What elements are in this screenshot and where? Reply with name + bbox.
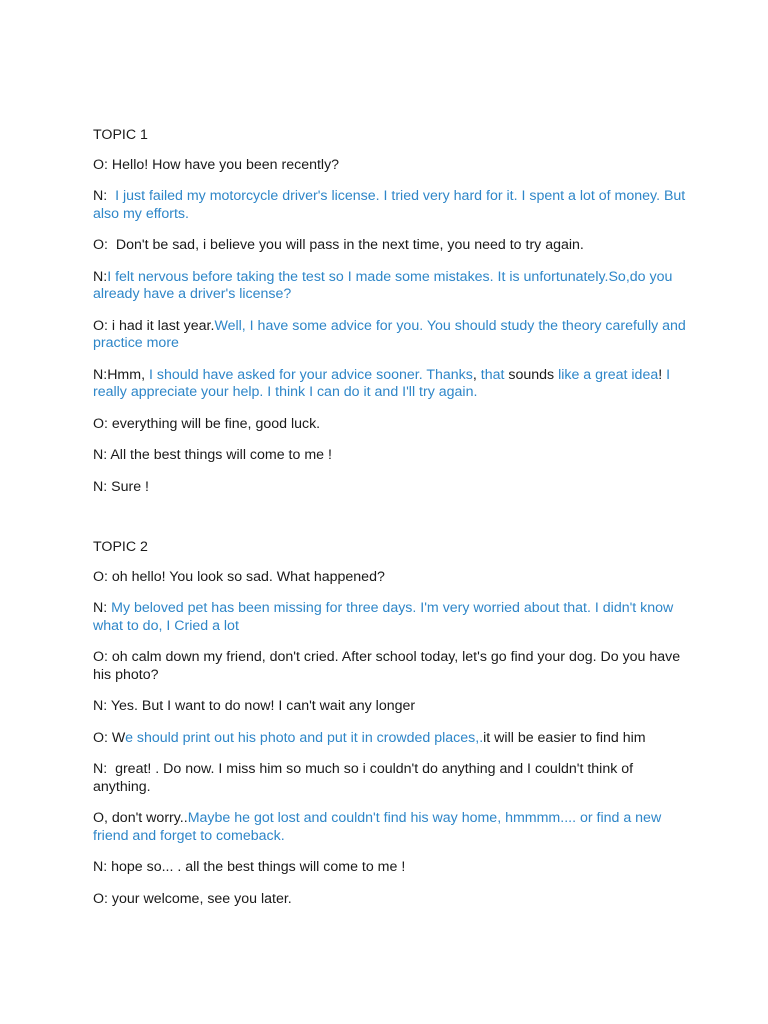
dialogue-line <box>93 157 693 175</box>
highlighted-text: I should have asked for your advice sooner. Thanks <box>148 366 473 383</box>
dialogue-text: N: Sure ! <box>93 478 149 495</box>
highlighted-text: I felt nervous before taking the test so I made some mistakes. It is unfortunately.So,do you already have a driver's license? <box>93 268 677 302</box>
dialogue-text: O: oh hello! You look so sad. What happened? <box>93 568 385 585</box>
dialogue-line <box>93 269 693 304</box>
dialogue-text: N: Yes. But I want to do now! I can't wait any longer <box>93 698 416 714</box>
topic-1-dialogue <box>93 157 693 497</box>
dialogue-text: ! <box>658 366 667 383</box>
topic-1-section <box>93 127 693 510</box>
dialogue-line <box>93 447 693 465</box>
dialogue-text: O: Hello! How have you been recently? <box>93 156 340 173</box>
dialogue-text: N: hope so... . all the best things will come to me ! <box>93 859 406 875</box>
highlighted-text: Well, I have some advice for you. You should study the theory carefully and practice more <box>93 317 690 351</box>
dialogue-text: O: everything will be fine, good luck. <box>93 415 321 432</box>
dialogue-text: N: All the best things will come to me ! <box>93 447 332 463</box>
dialogue-line <box>93 479 693 497</box>
dialogue-line <box>93 859 693 877</box>
highlighted-text: like a great idea <box>558 366 659 383</box>
dialogue-text: O, don't worry.. <box>93 810 188 826</box>
dialogue-line <box>93 569 693 587</box>
dialogue-line <box>93 237 693 255</box>
highlighted-text: that <box>480 366 505 383</box>
dialogue-text: N: great! . Do now. I miss him so much so i couldn't do anything and I couldn't think of anything. <box>93 761 638 795</box>
highlighted-text: I just failed my motorcycle driver's license. I tried very hard for it. I spent a lot of money. But also my efforts. <box>93 188 690 222</box>
dialogue-line <box>93 730 693 748</box>
dialogue-text: O: oh calm down my friend, don't cried. After school today, let's go find your dog. Do you have his photo? <box>93 649 685 683</box>
dialogue-line <box>93 188 693 223</box>
dialogue-text: O: i had it last year. <box>93 317 215 334</box>
dialogue-text: it will be easier to find him <box>483 729 646 746</box>
dialogue-line <box>93 600 693 635</box>
highlighted-text: e should print out his photo and put it in crowded places,. <box>125 729 484 746</box>
dialogue-text: sounds <box>504 366 559 383</box>
dialogue-text: O: your welcome, see you later. <box>93 890 292 907</box>
dialogue-text: O: Don't be sad, i believe you will pass in the next time, you need to try again. <box>93 237 584 253</box>
dialogue-line <box>93 649 693 684</box>
dialogue-line <box>93 318 693 353</box>
dialogue-text: N:Hmm, <box>93 366 149 383</box>
highlighted-text: I really appreciate your help. I think I can do it and I'll try again. <box>93 366 675 400</box>
dialogue-text: N: <box>93 268 108 285</box>
dialogue-line <box>93 810 693 845</box>
topic-1-title: TOPIC 1 <box>93 127 148 143</box>
dialogue-text: O: W <box>93 729 126 746</box>
dialogue-line <box>93 761 693 796</box>
dialogue-text: N: <box>93 600 112 616</box>
dialogue-line <box>93 416 693 434</box>
topic-2-dialogue <box>93 569 693 909</box>
dialogue-line <box>93 891 693 909</box>
dialogue-line <box>93 698 693 716</box>
highlighted-text: My beloved pet has been missing for three days. I'm very worried about that. I didn't know what to do, I Cried a lot <box>93 600 678 634</box>
dialogue-text: , <box>472 366 481 383</box>
dialogue-text: N: <box>93 188 116 204</box>
dialogue-line <box>93 367 693 402</box>
topic-2-section <box>93 539 693 922</box>
highlighted-text: Maybe he got lost and couldn't find his way home, hmmmm.... or find a new friend and forget to comeback. <box>93 810 666 844</box>
topic-2-title: TOPIC 2 <box>93 539 148 555</box>
